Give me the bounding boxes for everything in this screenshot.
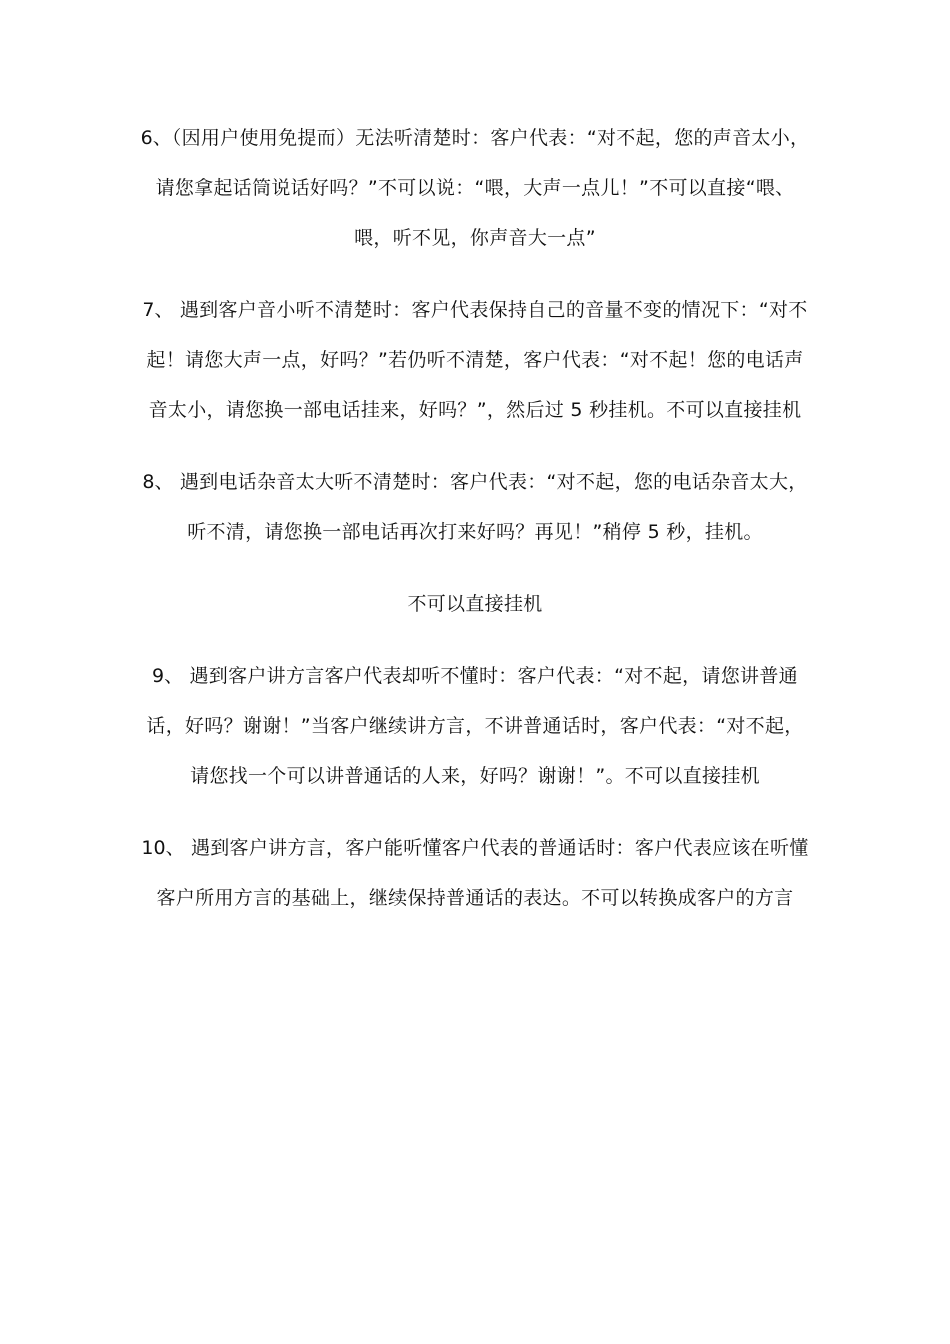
item-number: 9、: [152, 665, 184, 687]
item-number: 10、: [141, 837, 185, 859]
item-text: （因用户使用免提而）无法听清楚时：客户代表：“对不起，您的声音太小，请您拿起话筒说话好吗？”不可以说：“喂，大声一点儿！”不可以直接“喂、喂，听不见，你声音大一点”: [155, 127, 810, 249]
paragraph-item-10: [138, 823, 812, 923]
item-number: 6、: [140, 127, 172, 149]
document-body: [138, 113, 812, 945]
paragraph-item-9: [138, 651, 812, 801]
item-text: 遇到客户讲方言，客户能听懂客户代表的普通话时：客户代表应该在听懂客户所用方言的基础上，继续保持普通话的表达。不可以转换成客户的方言: [156, 837, 809, 909]
paragraph-item-6: [138, 113, 812, 263]
paragraph-item-8: [138, 457, 812, 557]
item-text: 遇到客户讲方言客户代表却听不懂时：客户代表：“对不起，请您讲普通话，好吗？谢谢！”当客户继续讲方言，不讲普通话时，客户代表：“对不起，请您找一个可以讲普通话的人来，好吗？谢谢！”。不可以直接挂机: [146, 665, 804, 787]
paragraph-note: [138, 579, 812, 629]
item-number: 7、: [142, 299, 174, 321]
item-text: 遇到客户音小听不清楚时：客户代表保持自己的音量不变的情况下：“对不起！请您大声一点，好吗？”若仍听不清楚，客户代表：“对不起！您的电话声音太小，请您换一部电话挂来，好吗？”，然后过 5 秒挂机。不可以直接挂机: [146, 299, 808, 421]
item-number: 8、: [142, 471, 174, 493]
item-text: 遇到电话杂音太大听不清楚时：客户代表：“对不起，您的电话杂音太大，听不清，请您换一部电话再次打来好吗？再见！”稍停 5 秒，挂机。: [173, 471, 808, 543]
item-text: 不可以直接挂机: [407, 593, 543, 615]
paragraph-item-7: [138, 285, 812, 435]
